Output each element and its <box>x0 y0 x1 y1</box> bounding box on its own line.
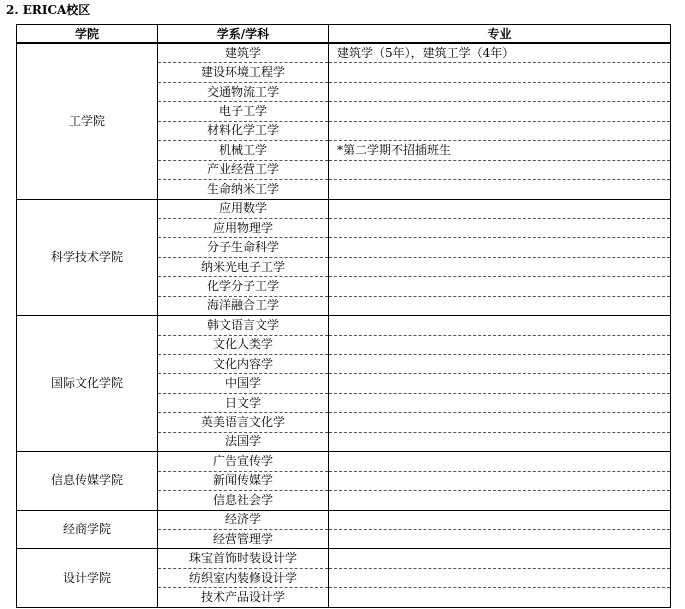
major-cell <box>329 335 671 354</box>
table-row <box>17 452 671 471</box>
college-name-cell: 信息传媒学院 <box>17 452 158 510</box>
college-name-cell: 工学院 <box>17 43 158 199</box>
college-name-cell: 科学技术学院 <box>17 199 158 316</box>
major-cell <box>329 102 671 121</box>
major-cell <box>329 588 671 607</box>
major-cell <box>329 393 671 412</box>
table-row <box>17 510 671 529</box>
major-cell: 建筑学（5年），建筑工学（4年） <box>329 43 671 63</box>
department-cell: 广告宣传学 <box>158 452 329 471</box>
major-cell <box>329 529 671 548</box>
college-name-cell: 设计学院 <box>17 549 158 607</box>
department-cell: 新闻传媒学 <box>158 471 329 490</box>
major-cell <box>329 160 671 179</box>
major-cell <box>329 238 671 257</box>
header-department: 学系/学科 <box>158 25 329 44</box>
major-cell <box>329 432 671 451</box>
department-cell: 分子生命科学 <box>158 238 329 257</box>
major-cell <box>329 199 671 218</box>
major-cell <box>329 218 671 237</box>
department-cell: 纳米光电子工学 <box>158 257 329 276</box>
major-cell <box>329 257 671 276</box>
major-cell <box>329 452 671 471</box>
department-cell: 生命纳米工学 <box>158 180 329 199</box>
major-cell <box>329 63 671 82</box>
department-cell: 中国学 <box>158 374 329 393</box>
majors-table <box>16 24 671 608</box>
department-cell: 材料化学工学 <box>158 121 329 140</box>
department-cell: 机械工学 <box>158 141 329 160</box>
department-cell: 交通物流工学 <box>158 82 329 101</box>
header-college: 学院 <box>17 25 158 44</box>
major-cell <box>329 374 671 393</box>
major-cell <box>329 180 671 199</box>
department-cell: 日文学 <box>158 393 329 412</box>
department-cell: 文化人类学 <box>158 335 329 354</box>
major-cell <box>329 549 671 568</box>
table-header-row <box>17 25 671 44</box>
table-row <box>17 316 671 335</box>
major-cell <box>329 413 671 432</box>
major-cell <box>329 277 671 296</box>
majors-table-body <box>17 43 671 607</box>
department-cell: 英美语言文化学 <box>158 413 329 432</box>
department-cell: 应用数学 <box>158 199 329 218</box>
department-cell: 应用物理学 <box>158 218 329 237</box>
major-cell <box>329 568 671 587</box>
department-cell: 法国学 <box>158 432 329 451</box>
department-cell: 技术产品设计学 <box>158 588 329 607</box>
department-cell: 经营管理学 <box>158 529 329 548</box>
department-cell: 海洋融合工学 <box>158 296 329 315</box>
section-title: 2. ERICA校区 <box>6 3 91 17</box>
major-cell <box>329 491 671 510</box>
major-cell <box>329 355 671 374</box>
department-cell: 珠宝首饰时装设计学 <box>158 549 329 568</box>
table-row <box>17 43 671 63</box>
college-name-cell: 国际文化学院 <box>17 316 158 452</box>
header-major: 专业 <box>329 25 671 44</box>
department-cell: 文化内容学 <box>158 355 329 374</box>
table-row <box>17 199 671 218</box>
department-cell: 纺织室内装修设计学 <box>158 568 329 587</box>
college-name-cell: 经商学院 <box>17 510 158 549</box>
major-cell <box>329 316 671 335</box>
department-cell: 化学分子工学 <box>158 277 329 296</box>
major-cell: *第二学期不招插班生 <box>329 141 671 160</box>
major-cell <box>329 121 671 140</box>
department-cell: 韩文语言文学 <box>158 316 329 335</box>
department-cell: 产业经营工学 <box>158 160 329 179</box>
department-cell: 建筑学 <box>158 43 329 63</box>
department-cell: 电子工学 <box>158 102 329 121</box>
major-cell <box>329 510 671 529</box>
department-cell: 信息社会学 <box>158 491 329 510</box>
department-cell: 经济学 <box>158 510 329 529</box>
table-row <box>17 549 671 568</box>
major-cell <box>329 296 671 315</box>
department-cell: 建设环境工程学 <box>158 63 329 82</box>
major-cell <box>329 471 671 490</box>
major-cell <box>329 82 671 101</box>
